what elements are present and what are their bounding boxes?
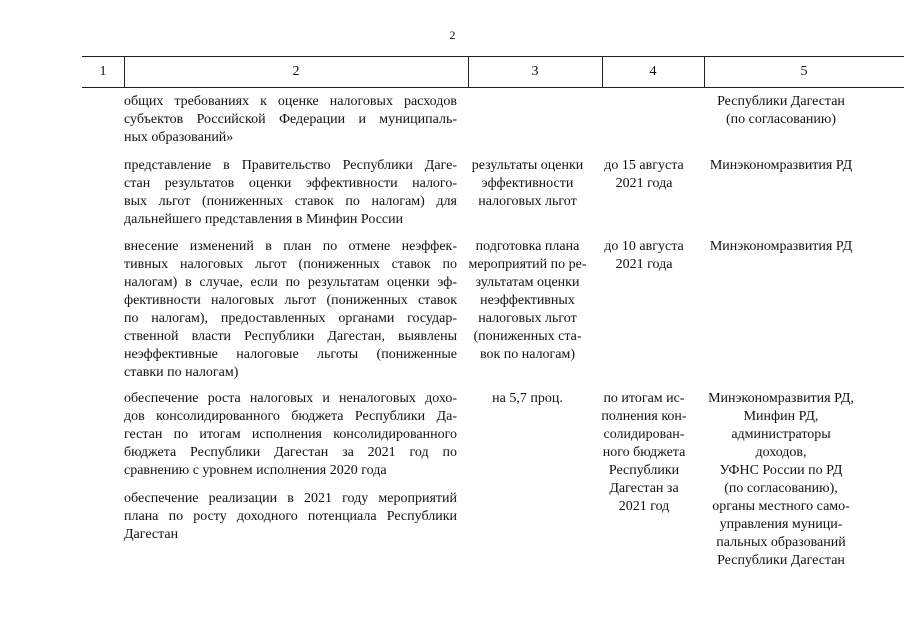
text-line: неэффективные налоговые льготы (пониженные (124, 347, 457, 362)
row-2-deadline (596, 157, 692, 193)
text-line: результаты оценки (471, 158, 584, 173)
text-line: бюджета Республики Дагестан за 2021 год по (124, 445, 457, 460)
text-line: эффективности (481, 176, 574, 191)
text-line: УФНС России по РД (719, 463, 843, 478)
text-line: ных образований» (124, 130, 234, 145)
text-line: вых льгот (пониженных ставок по налогам) для (124, 194, 457, 209)
text-line: налогам) в случае, если по результатам оценки эф- (124, 275, 457, 290)
text-line: налоговых льгот (478, 194, 577, 209)
text-line: доходов, (755, 445, 807, 460)
row-4-description (124, 390, 457, 480)
row-3-description (124, 238, 457, 382)
header-col-5: 5 (800, 64, 808, 79)
text-line: Минэкономразвития РД (709, 158, 853, 173)
text-line: Республики (608, 463, 680, 478)
text-line: стан результатов оценки эффективности налого- (124, 176, 457, 191)
text-line: обеспечение реализации в 2021 году мероприятий (124, 491, 457, 506)
text-line: пальных образований (716, 535, 846, 550)
text-line: по итогам ис- (603, 391, 685, 406)
text-line: внесение изменений в план по отмене неэффек- (124, 239, 457, 254)
text-line: администраторы (731, 427, 831, 442)
text-line: сравнению с уровнем исполнения 2020 года (124, 463, 387, 478)
text-line: (пониженных ста- (473, 329, 582, 344)
text-line: Минэкономразвития РД (709, 239, 853, 254)
text-line: Минфин РД, (743, 409, 819, 424)
row-4-deadline (596, 390, 692, 516)
text-line: ставки по налогам) (124, 365, 239, 380)
row-3-deadline (596, 238, 692, 274)
row-2-result (460, 157, 595, 211)
text-line: (по согласованию), (724, 481, 838, 496)
row-2-description (124, 157, 457, 229)
text-line: до 10 августа (604, 239, 684, 254)
header-col-4: 4 (649, 64, 657, 79)
header-col-2: 2 (292, 64, 300, 79)
row-4-result (460, 390, 595, 408)
text-line: мероприятий по ре- (468, 257, 587, 272)
text-line: подготовка плана (475, 239, 580, 254)
text-line: плана по росту доходного потенциала Республики (124, 509, 457, 524)
text-line: 2021 год (618, 499, 670, 514)
text-line: фективности налоговых льгот (пониженных ставок (124, 293, 457, 308)
text-line: 2021 года (615, 257, 673, 272)
text-line: неэффективных (480, 293, 575, 308)
table-header (82, 56, 904, 88)
text-line: дов консолидированного бюджета Республики Да- (124, 409, 457, 424)
text-line: тивных налоговых льгот (пониженных ставок по (124, 257, 457, 272)
text-line: ственной власти Республики Дагестан, выявлены (124, 329, 457, 344)
text-line: Минэкономразвития РД, (708, 391, 854, 406)
header-col-1: 1 (99, 64, 107, 79)
row-3-result (460, 238, 595, 364)
text-line: представление в Правительство Республики Даге- (124, 158, 457, 173)
text-line: 2021 года (615, 176, 673, 191)
page-number: 2 (449, 28, 456, 42)
text-line: обеспечение роста налоговых и неналоговых дохо- (124, 391, 457, 406)
row-3-responsible (693, 238, 869, 256)
row-2-responsible (693, 157, 869, 175)
text-line: ного бюджета (602, 445, 686, 460)
text-line: (по согласованию) (725, 112, 837, 127)
row-5-description (124, 490, 457, 544)
text-line: на 5,7 проц. (492, 391, 563, 406)
text-line: по налогам), предоставленных органами государ- (124, 311, 457, 326)
text-line: субъектов Российской Федерации и муниципаль- (124, 112, 457, 127)
header-col-3: 3 (531, 64, 539, 79)
text-line: Дагестан за (609, 481, 679, 496)
text-line: Республики Дагестан (717, 553, 845, 568)
text-line: гестан по итогам исполнения консолидированного (124, 427, 457, 442)
text-line: зультатам оценки (475, 275, 580, 290)
row-1-description (124, 93, 457, 147)
text-line: дальнейшего представления в Минфин России (124, 212, 404, 227)
row-1-responsible (693, 93, 869, 129)
text-line: солидирован- (603, 427, 685, 442)
text-line: полнения кон- (601, 409, 687, 424)
text-line: налоговых льгот (478, 311, 577, 326)
text-line: органы местного само- (712, 499, 850, 514)
text-line: управления муници- (719, 517, 843, 532)
text-line: Дагестан (124, 527, 179, 542)
row-4-responsible (693, 390, 869, 570)
text-line: Республики Дагестан (717, 94, 845, 109)
text-line: общих требованиях к оценке налоговых расходов (124, 94, 457, 109)
text-line: вок по налогам) (479, 347, 576, 362)
text-line: до 15 августа (604, 158, 684, 173)
